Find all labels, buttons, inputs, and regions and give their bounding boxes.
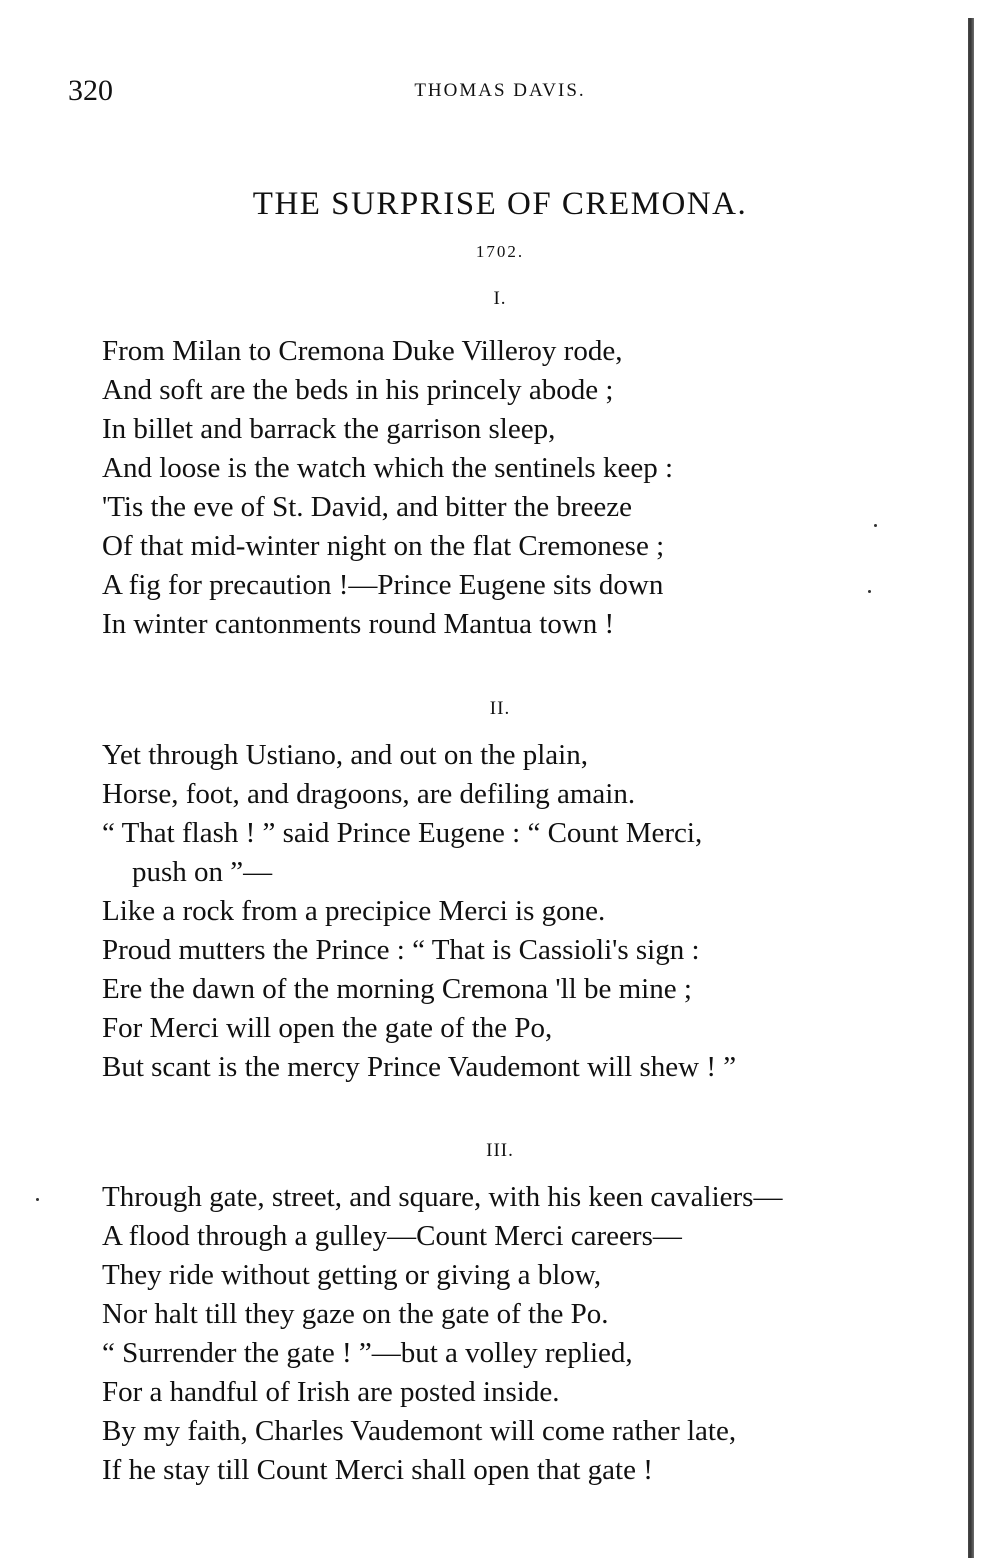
stanza-numeral-2: II. <box>489 698 511 719</box>
scan-speck <box>868 590 871 593</box>
verse-line: 'Tis the eve of St. David, and bitter the breeze <box>102 491 633 523</box>
page-number: 320 <box>68 74 113 107</box>
verse-line-continuation: push on ”— <box>132 856 273 888</box>
stanza-numeral-1: I. <box>493 288 507 309</box>
verse-line: Proud mutters the Prince : “ That is Cassioli's sign : <box>102 934 700 966</box>
poem-year: 1702. <box>475 242 525 261</box>
page-edge-shadow <box>968 18 974 1558</box>
verse-line: And soft are the beds in his princely abode ; <box>102 374 614 406</box>
verse-line: But scant is the mercy Prince Vaudemont will shew ! ” <box>102 1051 737 1083</box>
verse-line: “ Surrender the gate ! ”—but a volley replied, <box>102 1337 633 1369</box>
verse-line: Of that mid-winter night on the flat Cremonese ; <box>102 530 665 562</box>
scan-speck <box>36 1198 39 1201</box>
verse-line: Nor halt till they gaze on the gate of the Po. <box>102 1298 609 1330</box>
verse-line: If he stay till Count Merci shall open that gate ! <box>102 1454 653 1486</box>
verse-line: For Merci will open the gate of the Po, <box>102 1012 553 1044</box>
verse-line: Yet through Ustiano, and out on the plain, <box>102 739 588 771</box>
verse-line: In billet and barrack the garrison sleep, <box>102 413 556 445</box>
stanza-1 <box>102 332 922 644</box>
verse-line: A fig for precaution !—Prince Eugene sits down <box>102 569 664 601</box>
running-title: THOMAS DAVIS. <box>414 80 586 101</box>
verse-line: For a handful of Irish are posted inside. <box>102 1376 560 1408</box>
poem-title: THE SURPRISE OF CREMONA. <box>252 186 748 222</box>
stanza-2 <box>102 736 922 1087</box>
verse-line: Ere the dawn of the morning Cremona 'll be mine ; <box>102 973 692 1005</box>
verse-line: A flood through a gulley—Count Merci careers— <box>102 1220 682 1252</box>
stanza-numeral-3: III. <box>486 1140 514 1161</box>
verse-line: And loose is the watch which the sentinels keep : <box>102 452 674 484</box>
scan-speck <box>874 524 877 527</box>
verse-line: Horse, foot, and dragoons, are defiling amain. <box>102 778 636 810</box>
verse-line: Through gate, street, and square, with his keen cavaliers— <box>102 1181 783 1213</box>
verse-line: Like a rock from a precipice Merci is gone. <box>102 895 606 927</box>
verse-line: “ That flash ! ” said Prince Eugene : “ Count Merci, <box>102 817 703 849</box>
verse-line: By my faith, Charles Vaudemont will come rather late, <box>102 1415 737 1447</box>
verse-line: They ride without getting or giving a blow, <box>102 1259 602 1291</box>
stanza-3 <box>102 1178 922 1490</box>
verse-line: From Milan to Cremona Duke Villeroy rode, <box>102 335 623 367</box>
verse-line: In winter cantonments round Mantua town ! <box>102 608 615 640</box>
